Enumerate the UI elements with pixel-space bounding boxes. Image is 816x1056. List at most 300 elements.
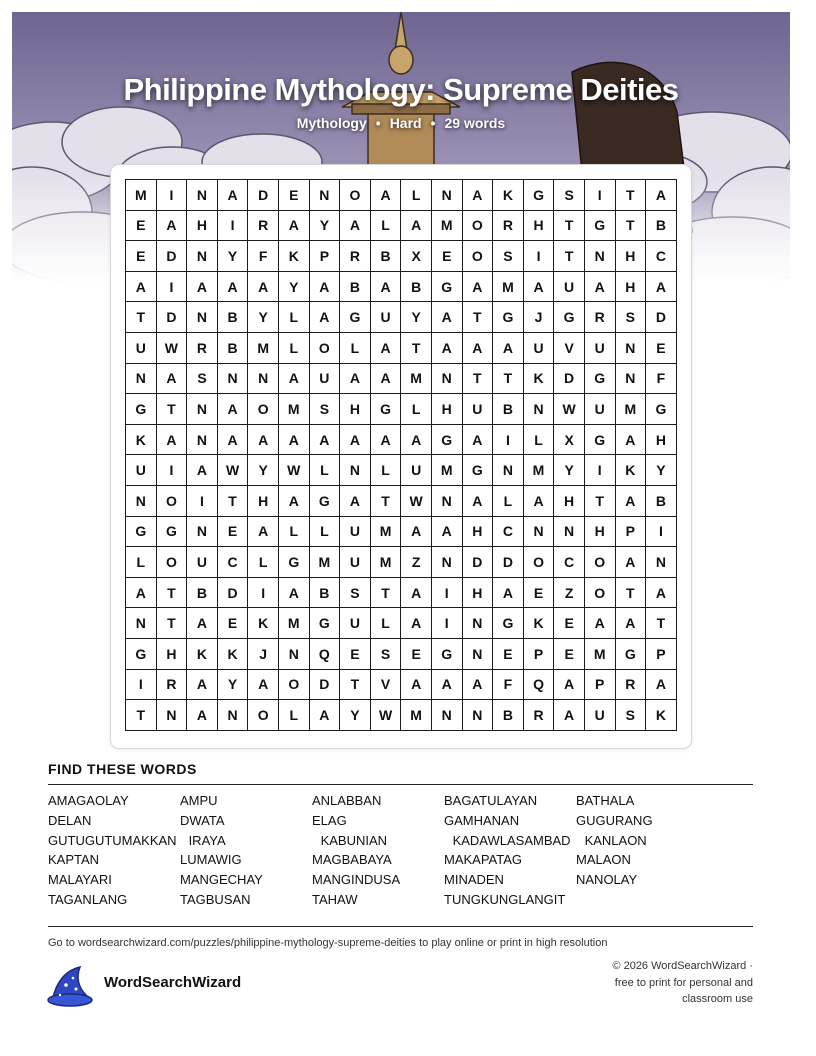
grid-cell[interactable]: A [370, 180, 401, 211]
grid-cell[interactable]: N [187, 516, 218, 547]
grid-cell[interactable]: R [615, 669, 646, 700]
grid-cell[interactable]: S [309, 394, 340, 425]
grid-cell[interactable]: N [431, 547, 462, 578]
grid-cell[interactable]: G [584, 424, 615, 455]
grid-cell[interactable]: N [187, 241, 218, 272]
grid-cell[interactable]: G [431, 271, 462, 302]
grid-cell[interactable]: B [187, 577, 218, 608]
grid-cell[interactable]: A [523, 271, 554, 302]
grid-cell[interactable]: E [217, 608, 248, 639]
grid-cell[interactable]: A [278, 363, 309, 394]
grid-cell[interactable]: I [584, 180, 615, 211]
grid-cell[interactable]: I [431, 577, 462, 608]
grid-cell[interactable]: A [126, 271, 157, 302]
grid-cell[interactable]: L [340, 332, 371, 363]
grid-cell[interactable]: A [126, 577, 157, 608]
grid-cell[interactable]: H [187, 210, 218, 241]
grid-cell[interactable]: C [217, 547, 248, 578]
grid-cell[interactable]: I [217, 210, 248, 241]
grid-cell[interactable]: T [126, 700, 157, 731]
grid-cell[interactable]: L [523, 424, 554, 455]
grid-cell[interactable]: A [401, 669, 432, 700]
grid-cell[interactable]: O [309, 332, 340, 363]
grid-cell[interactable]: P [615, 516, 646, 547]
grid-cell[interactable]: A [278, 424, 309, 455]
grid-cell[interactable]: T [493, 363, 524, 394]
grid-cell[interactable]: F [493, 669, 524, 700]
grid-cell[interactable]: R [523, 700, 554, 731]
grid-cell[interactable]: H [523, 210, 554, 241]
grid-cell[interactable]: A [309, 700, 340, 731]
grid-cell[interactable]: G [309, 608, 340, 639]
grid-cell[interactable]: D [309, 669, 340, 700]
grid-cell[interactable]: A [615, 547, 646, 578]
grid-cell[interactable]: O [248, 394, 279, 425]
grid-cell[interactable]: N [523, 516, 554, 547]
grid-cell[interactable]: M [248, 332, 279, 363]
grid-cell[interactable]: Y [248, 455, 279, 486]
grid-cell[interactable]: N [126, 485, 157, 516]
grid-cell[interactable]: A [187, 700, 218, 731]
grid-cell[interactable]: K [523, 608, 554, 639]
grid-cell[interactable]: L [370, 608, 401, 639]
grid-cell[interactable]: A [217, 394, 248, 425]
grid-cell[interactable]: K [248, 608, 279, 639]
grid-cell[interactable]: R [584, 302, 615, 333]
grid-cell[interactable]: T [554, 210, 585, 241]
grid-cell[interactable]: N [156, 700, 187, 731]
grid-cell[interactable]: A [554, 700, 585, 731]
grid-cell[interactable]: G [493, 302, 524, 333]
grid-cell[interactable]: Q [309, 638, 340, 669]
grid-cell[interactable]: H [431, 394, 462, 425]
grid-cell[interactable]: R [187, 332, 218, 363]
grid-cell[interactable]: I [646, 516, 677, 547]
grid-cell[interactable]: G [523, 180, 554, 211]
grid-cell[interactable]: N [248, 363, 279, 394]
grid-cell[interactable]: D [554, 363, 585, 394]
grid-cell[interactable]: A [462, 424, 493, 455]
grid-cell[interactable]: T [340, 669, 371, 700]
grid-cell[interactable]: N [431, 485, 462, 516]
grid-cell[interactable]: E [646, 332, 677, 363]
grid-cell[interactable]: N [554, 516, 585, 547]
grid-cell[interactable]: L [401, 394, 432, 425]
grid-cell[interactable]: E [401, 638, 432, 669]
grid-cell[interactable]: G [156, 516, 187, 547]
grid-cell[interactable]: C [554, 547, 585, 578]
grid-cell[interactable]: A [187, 271, 218, 302]
grid-cell[interactable]: M [309, 547, 340, 578]
grid-cell[interactable]: N [493, 455, 524, 486]
grid-cell[interactable]: O [462, 210, 493, 241]
grid-cell[interactable]: L [278, 302, 309, 333]
grid-cell[interactable]: A [278, 210, 309, 241]
grid-cell[interactable]: H [340, 394, 371, 425]
grid-cell[interactable]: T [217, 485, 248, 516]
grid-cell[interactable]: W [554, 394, 585, 425]
grid-cell[interactable]: O [156, 547, 187, 578]
grid-cell[interactable]: H [646, 424, 677, 455]
grid-cell[interactable]: N [431, 363, 462, 394]
grid-cell[interactable]: T [401, 332, 432, 363]
grid-cell[interactable]: I [493, 424, 524, 455]
grid-cell[interactable]: E [217, 516, 248, 547]
grid-cell[interactable]: E [126, 210, 157, 241]
grid-cell[interactable]: D [156, 302, 187, 333]
grid-cell[interactable]: B [217, 302, 248, 333]
grid-cell[interactable]: Y [278, 271, 309, 302]
grid-cell[interactable]: L [370, 455, 401, 486]
grid-cell[interactable]: R [493, 210, 524, 241]
grid-cell[interactable]: E [340, 638, 371, 669]
grid-cell[interactable]: E [554, 608, 585, 639]
grid-cell[interactable]: A [401, 424, 432, 455]
grid-cell[interactable]: S [554, 180, 585, 211]
grid-cell[interactable]: A [217, 424, 248, 455]
grid-cell[interactable]: N [187, 302, 218, 333]
grid-cell[interactable]: D [462, 547, 493, 578]
grid-cell[interactable]: O [278, 669, 309, 700]
grid-cell[interactable]: L [401, 180, 432, 211]
grid-cell[interactable]: A [156, 363, 187, 394]
grid-cell[interactable]: Y [248, 302, 279, 333]
grid-cell[interactable]: T [462, 302, 493, 333]
grid-cell[interactable]: Q [523, 669, 554, 700]
grid-cell[interactable]: T [370, 577, 401, 608]
grid-cell[interactable]: E [493, 638, 524, 669]
grid-cell[interactable]: H [584, 516, 615, 547]
grid-cell[interactable]: A [278, 577, 309, 608]
grid-cell[interactable]: K [493, 180, 524, 211]
grid-cell[interactable]: N [462, 700, 493, 731]
grid-cell[interactable]: D [156, 241, 187, 272]
grid-cell[interactable]: A [217, 271, 248, 302]
grid-cell[interactable]: M [431, 210, 462, 241]
grid-cell[interactable]: M [370, 516, 401, 547]
grid-cell[interactable]: A [217, 180, 248, 211]
grid-cell[interactable]: A [646, 180, 677, 211]
grid-cell[interactable]: N [187, 394, 218, 425]
grid-cell[interactable]: N [187, 424, 218, 455]
grid-cell[interactable]: Y [646, 455, 677, 486]
grid-cell[interactable]: A [309, 424, 340, 455]
grid-cell[interactable]: U [309, 363, 340, 394]
grid-cell[interactable]: B [493, 700, 524, 731]
grid-cell[interactable]: A [187, 669, 218, 700]
grid-cell[interactable]: J [248, 638, 279, 669]
grid-cell[interactable]: B [401, 271, 432, 302]
grid-cell[interactable]: B [646, 485, 677, 516]
grid-cell[interactable]: X [554, 424, 585, 455]
grid-cell[interactable]: M [584, 638, 615, 669]
grid-cell[interactable]: L [248, 547, 279, 578]
grid-cell[interactable]: G [584, 210, 615, 241]
grid-cell[interactable]: A [462, 271, 493, 302]
grid-cell[interactable]: A [248, 669, 279, 700]
grid-cell[interactable]: N [217, 700, 248, 731]
grid-cell[interactable]: B [646, 210, 677, 241]
grid-cell[interactable]: V [370, 669, 401, 700]
grid-cell[interactable]: A [401, 210, 432, 241]
grid-cell[interactable]: B [340, 271, 371, 302]
grid-cell[interactable]: I [431, 608, 462, 639]
grid-cell[interactable]: J [523, 302, 554, 333]
grid-cell[interactable]: G [126, 638, 157, 669]
grid-cell[interactable]: I [187, 485, 218, 516]
grid-cell[interactable]: O [584, 547, 615, 578]
grid-cell[interactable]: T [615, 210, 646, 241]
grid-cell[interactable]: N [523, 394, 554, 425]
grid-cell[interactable]: A [431, 516, 462, 547]
grid-cell[interactable]: L [309, 455, 340, 486]
grid-cell[interactable]: A [248, 271, 279, 302]
grid-cell[interactable]: A [370, 363, 401, 394]
grid-cell[interactable]: G [554, 302, 585, 333]
grid-cell[interactable]: K [646, 700, 677, 731]
grid-cell[interactable]: T [646, 608, 677, 639]
grid-cell[interactable]: P [584, 669, 615, 700]
grid-cell[interactable]: A [340, 424, 371, 455]
grid-cell[interactable]: A [584, 271, 615, 302]
grid-cell[interactable]: L [493, 485, 524, 516]
grid-cell[interactable]: Y [401, 302, 432, 333]
grid-cell[interactable]: N [584, 241, 615, 272]
grid-cell[interactable]: G [431, 638, 462, 669]
grid-cell[interactable]: A [309, 271, 340, 302]
grid-cell[interactable]: L [309, 516, 340, 547]
grid-cell[interactable]: I [156, 271, 187, 302]
grid-cell[interactable]: K [523, 363, 554, 394]
grid-cell[interactable]: U [584, 700, 615, 731]
grid-cell[interactable]: A [462, 485, 493, 516]
grid-cell[interactable]: U [401, 455, 432, 486]
grid-cell[interactable]: T [554, 241, 585, 272]
grid-cell[interactable]: U [554, 271, 585, 302]
grid-cell[interactable]: P [523, 638, 554, 669]
grid-cell[interactable]: L [278, 516, 309, 547]
grid-cell[interactable]: N [187, 180, 218, 211]
grid-cell[interactable]: M [523, 455, 554, 486]
grid-cell[interactable]: K [187, 638, 218, 669]
grid-cell[interactable]: U [340, 516, 371, 547]
grid-cell[interactable]: M [431, 455, 462, 486]
grid-cell[interactable]: E [523, 577, 554, 608]
grid-cell[interactable]: A [646, 577, 677, 608]
grid-cell[interactable]: M [278, 608, 309, 639]
grid-cell[interactable]: G [340, 302, 371, 333]
grid-cell[interactable]: E [126, 241, 157, 272]
grid-cell[interactable]: L [126, 547, 157, 578]
grid-cell[interactable]: N [126, 608, 157, 639]
grid-cell[interactable]: G [126, 516, 157, 547]
grid-cell[interactable]: I [156, 455, 187, 486]
grid-cell[interactable]: S [370, 638, 401, 669]
grid-cell[interactable]: T [156, 608, 187, 639]
grid-cell[interactable]: A [462, 180, 493, 211]
grid-cell[interactable]: N [431, 180, 462, 211]
grid-cell[interactable]: A [615, 608, 646, 639]
grid-cell[interactable]: Z [554, 577, 585, 608]
grid-cell[interactable]: L [370, 210, 401, 241]
grid-cell[interactable]: W [370, 700, 401, 731]
grid-cell[interactable]: S [615, 302, 646, 333]
grid-cell[interactable]: N [615, 332, 646, 363]
grid-cell[interactable]: S [493, 241, 524, 272]
grid-cell[interactable]: C [646, 241, 677, 272]
grid-cell[interactable]: T [462, 363, 493, 394]
grid-cell[interactable]: A [248, 424, 279, 455]
grid-cell[interactable]: U [126, 455, 157, 486]
grid-cell[interactable]: W [156, 332, 187, 363]
grid-cell[interactable]: U [340, 608, 371, 639]
grid-cell[interactable]: H [615, 241, 646, 272]
grid-cell[interactable]: G [462, 455, 493, 486]
grid-cell[interactable]: O [156, 485, 187, 516]
grid-cell[interactable]: Z [401, 547, 432, 578]
grid-cell[interactable]: B [309, 577, 340, 608]
grid-cell[interactable]: M [493, 271, 524, 302]
grid-cell[interactable]: D [493, 547, 524, 578]
grid-cell[interactable]: N [217, 363, 248, 394]
grid-cell[interactable]: N [646, 547, 677, 578]
grid-cell[interactable]: M [278, 394, 309, 425]
grid-cell[interactable]: W [401, 485, 432, 516]
grid-cell[interactable]: Y [309, 210, 340, 241]
grid-cell[interactable]: N [340, 455, 371, 486]
grid-cell[interactable]: S [615, 700, 646, 731]
grid-cell[interactable]: T [615, 577, 646, 608]
grid-cell[interactable]: M [401, 363, 432, 394]
grid-cell[interactable]: D [217, 577, 248, 608]
grid-cell[interactable]: O [584, 577, 615, 608]
grid-cell[interactable]: A [431, 669, 462, 700]
grid-cell[interactable]: A [431, 302, 462, 333]
grid-cell[interactable]: N [615, 363, 646, 394]
grid-cell[interactable]: U [187, 547, 218, 578]
grid-cell[interactable]: M [401, 700, 432, 731]
grid-cell[interactable]: A [156, 210, 187, 241]
grid-cell[interactable]: Y [217, 669, 248, 700]
grid-cell[interactable]: U [126, 332, 157, 363]
grid-cell[interactable]: A [615, 485, 646, 516]
grid-cell[interactable]: A [554, 669, 585, 700]
grid-cell[interactable]: U [340, 547, 371, 578]
grid-cell[interactable]: A [340, 210, 371, 241]
grid-cell[interactable]: A [493, 577, 524, 608]
grid-cell[interactable]: E [278, 180, 309, 211]
grid-cell[interactable]: G [431, 424, 462, 455]
grid-cell[interactable]: I [584, 455, 615, 486]
grid-cell[interactable]: S [187, 363, 218, 394]
grid-cell[interactable]: H [248, 485, 279, 516]
grid-cell[interactable]: A [309, 302, 340, 333]
grid-cell[interactable]: O [462, 241, 493, 272]
grid-cell[interactable]: E [554, 638, 585, 669]
grid-cell[interactable]: U [584, 332, 615, 363]
grid-cell[interactable]: N [462, 608, 493, 639]
grid-cell[interactable]: G [646, 394, 677, 425]
grid-cell[interactable]: A [187, 455, 218, 486]
grid-cell[interactable]: N [278, 638, 309, 669]
grid-cell[interactable]: A [340, 485, 371, 516]
grid-cell[interactable]: R [248, 210, 279, 241]
grid-cell[interactable]: X [401, 241, 432, 272]
grid-cell[interactable]: P [646, 638, 677, 669]
grid-cell[interactable]: Y [340, 700, 371, 731]
grid-cell[interactable]: N [431, 700, 462, 731]
grid-cell[interactable]: G [584, 363, 615, 394]
grid-cell[interactable]: H [615, 271, 646, 302]
grid-cell[interactable]: U [584, 394, 615, 425]
grid-cell[interactable]: O [248, 700, 279, 731]
grid-cell[interactable]: H [462, 577, 493, 608]
grid-cell[interactable]: A [370, 271, 401, 302]
grid-cell[interactable]: L [278, 332, 309, 363]
grid-cell[interactable]: F [248, 241, 279, 272]
grid-cell[interactable]: A [462, 669, 493, 700]
grid-cell[interactable]: N [309, 180, 340, 211]
grid-cell[interactable]: P [309, 241, 340, 272]
grid-cell[interactable]: I [248, 577, 279, 608]
grid-cell[interactable]: F [646, 363, 677, 394]
grid-cell[interactable]: A [462, 332, 493, 363]
grid-cell[interactable]: N [126, 363, 157, 394]
grid-cell[interactable]: K [126, 424, 157, 455]
grid-cell[interactable]: L [278, 700, 309, 731]
grid-cell[interactable]: A [370, 332, 401, 363]
grid-cell[interactable]: C [493, 516, 524, 547]
grid-cell[interactable]: A [646, 669, 677, 700]
grid-cell[interactable]: G [126, 394, 157, 425]
grid-cell[interactable]: K [278, 241, 309, 272]
grid-cell[interactable]: A [431, 332, 462, 363]
grid-cell[interactable]: A [187, 608, 218, 639]
grid-cell[interactable]: T [615, 180, 646, 211]
grid-cell[interactable]: A [523, 485, 554, 516]
grid-cell[interactable]: Y [554, 455, 585, 486]
grid-cell[interactable]: A [370, 424, 401, 455]
grid-cell[interactable]: O [340, 180, 371, 211]
grid-cell[interactable]: K [217, 638, 248, 669]
grid-cell[interactable]: G [615, 638, 646, 669]
grid-cell[interactable]: U [523, 332, 554, 363]
grid-cell[interactable]: W [278, 455, 309, 486]
grid-cell[interactable]: A [248, 516, 279, 547]
grid-cell[interactable]: M [370, 547, 401, 578]
grid-cell[interactable]: S [340, 577, 371, 608]
grid-cell[interactable]: E [431, 241, 462, 272]
grid-cell[interactable]: G [309, 485, 340, 516]
grid-cell[interactable]: A [401, 516, 432, 547]
grid-cell[interactable]: T [126, 302, 157, 333]
grid-cell[interactable]: D [646, 302, 677, 333]
grid-cell[interactable]: R [340, 241, 371, 272]
grid-cell[interactable]: H [554, 485, 585, 516]
grid-cell[interactable]: D [248, 180, 279, 211]
grid-cell[interactable]: U [370, 302, 401, 333]
grid-cell[interactable]: B [493, 394, 524, 425]
grid-cell[interactable]: K [615, 455, 646, 486]
grid-cell[interactable]: A [278, 485, 309, 516]
grid-cell[interactable]: I [156, 180, 187, 211]
grid-cell[interactable]: M [615, 394, 646, 425]
grid-cell[interactable]: R [156, 669, 187, 700]
grid-cell[interactable]: O [523, 547, 554, 578]
grid-cell[interactable]: I [126, 669, 157, 700]
grid-cell[interactable]: N [462, 638, 493, 669]
grid-cell[interactable]: A [646, 271, 677, 302]
